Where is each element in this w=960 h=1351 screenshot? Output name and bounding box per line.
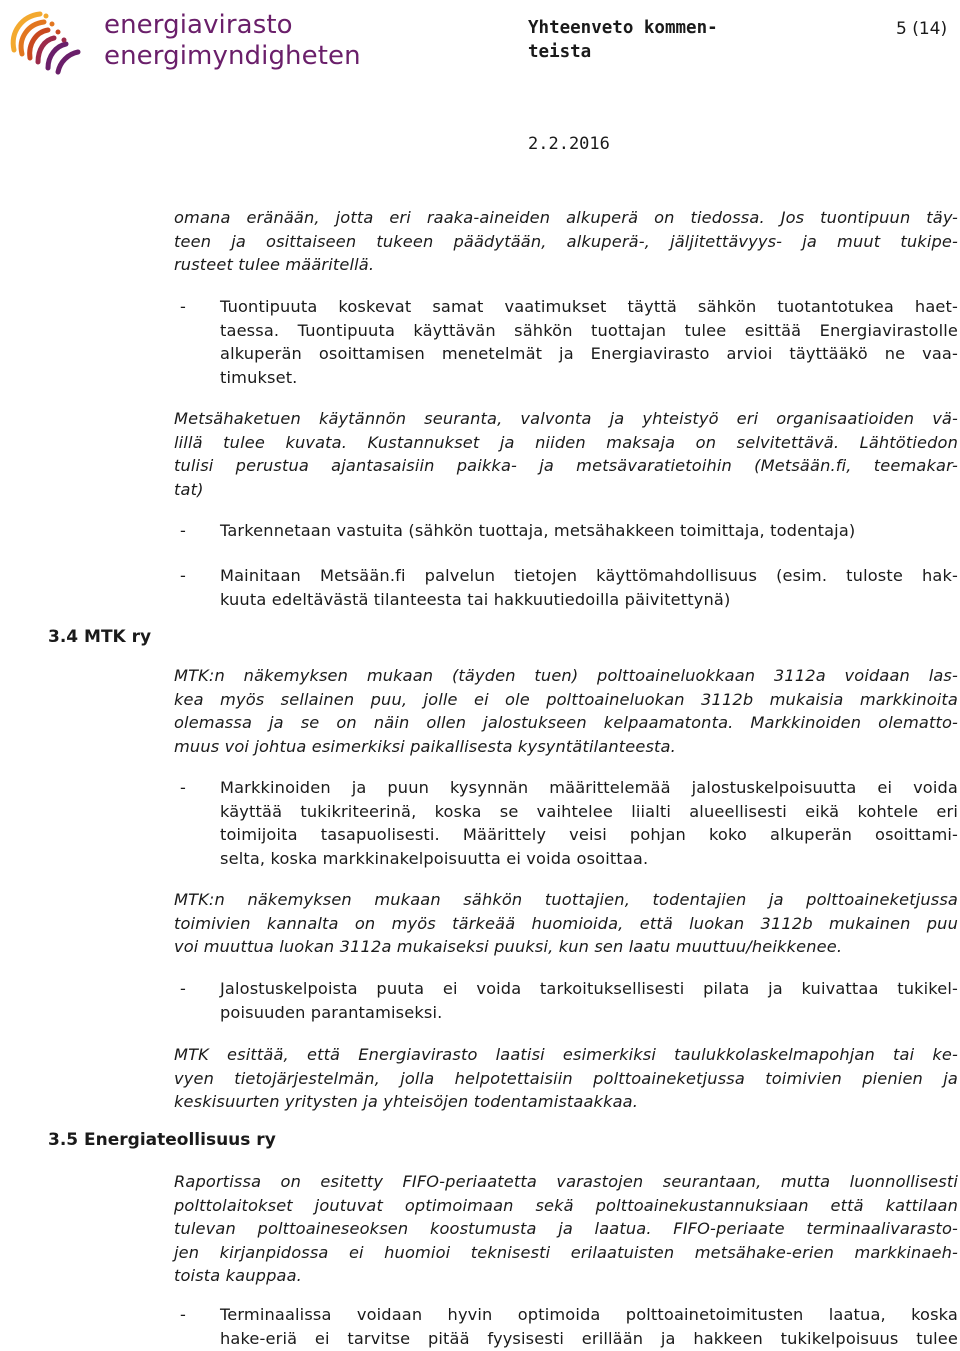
mtk-paragraph-2 (174, 888, 958, 959)
intro-bullet-1 (174, 295, 958, 389)
document-title (528, 16, 778, 64)
intro-bullet-2 (174, 519, 958, 543)
text-line: käyttää tukikriteerinä, koska se vaihtelee liialti alueellisesti eikä kohtele eri (220, 801, 958, 821)
text-line: poisuuden parantamiseksi. (220, 1002, 443, 1022)
text-line: teen ja osittaiseen tukeen päädytään, alkuperä-, jäljitettävyys- ja muut tukipe- (174, 231, 958, 251)
page-number: 5 (14) (896, 19, 948, 39)
bullet-dash: - (180, 297, 186, 316)
mtk-paragraph-3 (174, 1043, 958, 1114)
text-line: MTK:n näkemyksen mukaan (täyden tuen) polttoaineluokkaan 3112a voidaan las- (174, 666, 958, 685)
text-line: kuuta edeltävästä tilanteesta tai hakkuutiedoilla päivitettynä) (220, 589, 731, 609)
document-date: 2.2.2016 (528, 134, 610, 154)
logo-text-fi: energiavirasto (104, 10, 293, 40)
text-line: keskisuurten yritysten ja yhteisöjen todentamistaakkaa. (174, 1092, 639, 1111)
text-line: hake-eriä ei tarvitse pitää fyysisesti erillään ja hakkeen tukikelpoisuus tulee (220, 1328, 958, 1348)
text-line: taessa. Tuontipuuta käyttävän sähkön tuottajan tulee esittää Energiavirastolle (220, 320, 958, 340)
text-line: kea myös sellainen puu, jolle ei ole polttoaineluokan 3112b mukaisia markkinoita (174, 689, 958, 709)
text-line: polttolaitokset joutuvat optimoimaan sekä polttoainekustannuksiaan että kattilaan (174, 1195, 958, 1215)
text-line: rusteet tulee määritellä. (174, 255, 375, 274)
intro-paragraph-2 (174, 407, 958, 501)
text-line: toista kauppaa. (174, 1266, 302, 1285)
text-line: lillä tulee kuvata. Kustannukset ja niiden maksaja on selvitettävä. Lähtötiedon (174, 432, 958, 452)
text-line: Markkinoiden ja puun kysynnän määrittelemää jalostuskelpoisuutta ei voida (220, 778, 958, 797)
intro-bullet-3 (174, 564, 958, 611)
mtk-bullet-1 (174, 776, 958, 870)
text-line: Jalostuskelpoista puuta ei voida tarkoituksellisesti pilata ja kuivattaa tukikel- (220, 979, 958, 998)
energia-bullet-1 (174, 1303, 958, 1350)
bullet-dash: - (180, 521, 186, 540)
document-title-line-1: Yhteenveto kommen- (528, 18, 718, 38)
bullet-dash: - (180, 979, 186, 998)
mtk-bullet-2 (174, 977, 958, 1024)
section-heading-mtk: 3.4 MTK ry (48, 627, 152, 647)
text-line: MTK:n näkemyksen mukaan sähkön tuottajien, todentajien ja polttoaineketjussa (174, 890, 958, 909)
text-line: Tarkennetaan vastuita (sähkön tuottaja, metsähakkeen toimittaja, todentaja) (220, 521, 856, 540)
text-line: toimivien kannalta on myös tärkeää huomioida, että luokan 3112b mukainen puu (174, 913, 958, 933)
text-line: timukset. (220, 367, 298, 387)
text-line: omana eränään, jotta eri raaka-aineiden alkuperä on tiedossa. Jos tuontipuun täy- (174, 208, 958, 227)
text-line: selta, koska markkinakelpoisuutta ei voida osoittaa. (220, 848, 649, 868)
text-line: toimijoita tasapuolisesti. Määrittely veisi pohjan koko alkuperän osoittami- (220, 825, 958, 844)
bullet-dash: - (180, 778, 186, 797)
document-title-line-2: teista (528, 42, 592, 62)
text-line: alkuperän osoittamisen menetelmät ja Energiavirasto arvioi täyttääkö ne vaa- (220, 344, 958, 363)
text-line: Tuontipuuta koskevat samat vaatimukset täyttä sähkön tuotantotukea haet- (220, 297, 958, 316)
bullet-dash: - (180, 1305, 186, 1324)
text-line: Metsähaketuen käytännön seuranta, valvonta ja yhteistyö eri organisaatioiden vä- (174, 409, 958, 428)
text-line: tat) (174, 479, 204, 499)
text-line: Mainitaan Metsään.fi palvelun tietojen käyttömahdollisuus (esim. tuloste hak- (220, 566, 958, 585)
text-line: Terminaalissa voidaan hyvin optimoida polttoainetoimitusten laatua, koska (220, 1305, 958, 1324)
text-line: tulisi perustua ajantasaisiin paikka- ja metsävaratietoihin (Metsään.fi, teemakar- (174, 456, 958, 475)
bullet-dash: - (180, 566, 186, 585)
text-line: muus voi johtua esimerkiksi paikallisesta kysyntätilanteesta. (174, 736, 676, 756)
text-line: MTK esittää, että Energiavirasto laatisi esimerkiksi taulukkolaskelmapohjan tai ke- (174, 1045, 958, 1064)
logo-mark-icon (6, 10, 88, 76)
text-line: vyen tietojärjestelmän, jolla helpotettaisiin polttoaineketjussa toimivien pienien ja (174, 1068, 958, 1088)
text-line: tulevan polttoaineseoksen koostumusta ja laatua. FIFO-periaate terminaalivarasto- (174, 1219, 958, 1238)
intro-paragraph-1 (174, 206, 958, 277)
section-heading-energiateollisuus: 3.5 Energiateollisuus ry (48, 1130, 276, 1150)
text-line: voi muuttua luokan 3112a mukaiseksi puuksi, kun sen laatu muuttuu/heikkenee. (174, 937, 843, 956)
energia-paragraph-1 (174, 1170, 958, 1288)
logo-text-sv: energimyndigheten (104, 41, 361, 71)
text-line: Raportissa on esitetty FIFO-periaatetta varastojen seurantaan, mutta luonnollisesti (174, 1172, 958, 1191)
text-line: olemassa ja se on näin ollen jalostukseen kelpaamatonta. Markkinoiden olematto- (174, 713, 958, 732)
text-line: jen kirjanpidossa ei huomioi teknisesti erilaatuisten metsähake-erien markkinaeh- (174, 1242, 958, 1262)
mtk-paragraph-1 (174, 664, 958, 758)
agency-logo (6, 8, 361, 78)
